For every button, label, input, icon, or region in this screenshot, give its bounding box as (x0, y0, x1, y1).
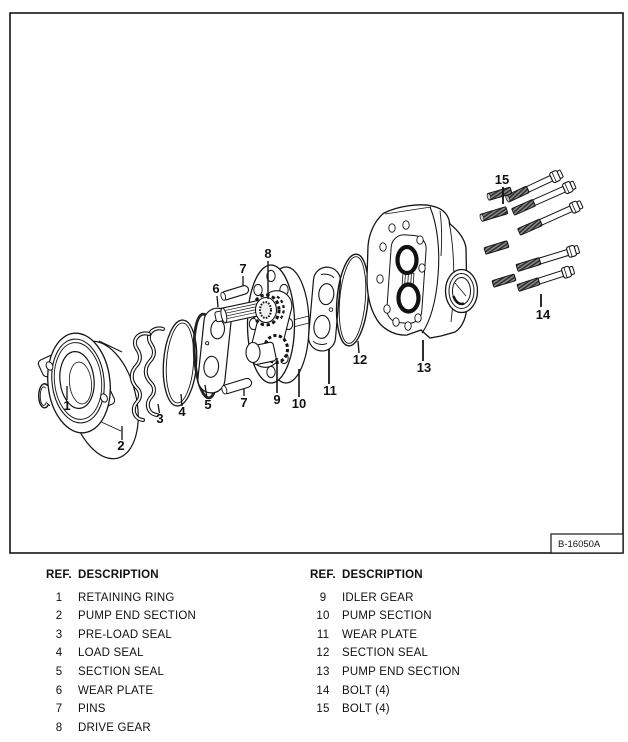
part-ref: 11 (316, 628, 330, 641)
table-row (310, 682, 460, 701)
table-row (310, 700, 460, 719)
description-header: DESCRIPTION (78, 569, 159, 581)
table-row (310, 626, 460, 645)
part-description: PRE-LOAD SEAL (78, 628, 172, 641)
part-description: WEAR PLATE (78, 684, 154, 697)
svg-text:13: 13 (416, 360, 432, 375)
svg-text:2: 2 (117, 438, 125, 453)
table-row (46, 589, 196, 608)
svg-text:6: 6 (212, 281, 220, 296)
part-description: PINS (78, 703, 106, 716)
part-ref: 3 (55, 628, 63, 641)
table-row (310, 607, 460, 626)
svg-text:15: 15 (494, 172, 510, 187)
table-header-right (310, 566, 460, 585)
table-row (310, 663, 460, 682)
description-header: DESCRIPTION (342, 569, 423, 581)
pump-section (247, 265, 309, 383)
part-ref: 13 (316, 665, 330, 678)
part-description: BOLT (4) (342, 684, 390, 697)
svg-text:8: 8 (264, 246, 272, 261)
svg-text:7: 7 (239, 261, 247, 276)
part-ref: 5 (55, 665, 63, 678)
part-ref: 12 (316, 647, 330, 660)
table-row (46, 663, 196, 682)
part-description: PUMP END SECTION (78, 610, 197, 623)
part-description: PUMP SECTION (342, 610, 432, 623)
svg-text:10: 10 (291, 396, 307, 411)
bottom-bore (399, 285, 419, 312)
svg-text:7: 7 (240, 395, 248, 410)
svg-text:5: 5 (204, 397, 212, 412)
part-ref: 8 (55, 721, 63, 734)
part-ref: 15 (316, 703, 330, 716)
table-header-left (46, 566, 196, 585)
part-description: IDLER GEAR (342, 591, 414, 604)
side-port (446, 270, 478, 313)
table-row (46, 700, 196, 719)
table-rows-right (310, 589, 460, 719)
part-ref: 2 (55, 610, 63, 623)
figure-code-box (551, 534, 623, 553)
part-description: SECTION SEAL (78, 665, 165, 678)
part-description: WEAR PLATE (342, 628, 418, 641)
parts-table-left (46, 566, 196, 737)
table-row (46, 607, 196, 626)
svg-text:1: 1 (63, 398, 71, 413)
part-description: SECTION SEAL (342, 647, 429, 660)
table-row (310, 589, 460, 608)
table-row (310, 644, 460, 663)
table-row (46, 719, 196, 738)
part-description: DRIVE GEAR (78, 721, 151, 734)
parts-table-right (310, 566, 460, 719)
part-ref: 7 (55, 703, 63, 716)
top-bore (398, 247, 417, 273)
part-description: RETAINING RING (78, 591, 175, 604)
svg-text:4: 4 (178, 404, 186, 419)
table-rows-left (46, 589, 196, 738)
part-description: BOLT (4) (342, 703, 390, 716)
figure-code: B-16050A (558, 539, 601, 550)
svg-text:14: 14 (535, 307, 551, 322)
ref-header: REF. (310, 569, 336, 581)
svg-text:11: 11 (323, 383, 337, 398)
part-description: PUMP END SECTION (342, 665, 461, 678)
table-row (46, 644, 196, 663)
part-ref: 6 (55, 684, 63, 697)
svg-text:12: 12 (352, 352, 368, 367)
part-ref: 4 (55, 647, 63, 660)
svg-text:3: 3 (156, 411, 164, 426)
part-description: LOAD SEAL (78, 647, 144, 660)
part-ref: 14 (316, 684, 330, 697)
table-row (46, 626, 196, 645)
ref-header: REF. (46, 569, 72, 581)
svg-text:9: 9 (273, 392, 281, 407)
table-row (46, 682, 196, 701)
part-ref: 10 (316, 610, 330, 623)
part-ref: 9 (319, 591, 327, 604)
part-ref: 1 (55, 591, 63, 604)
